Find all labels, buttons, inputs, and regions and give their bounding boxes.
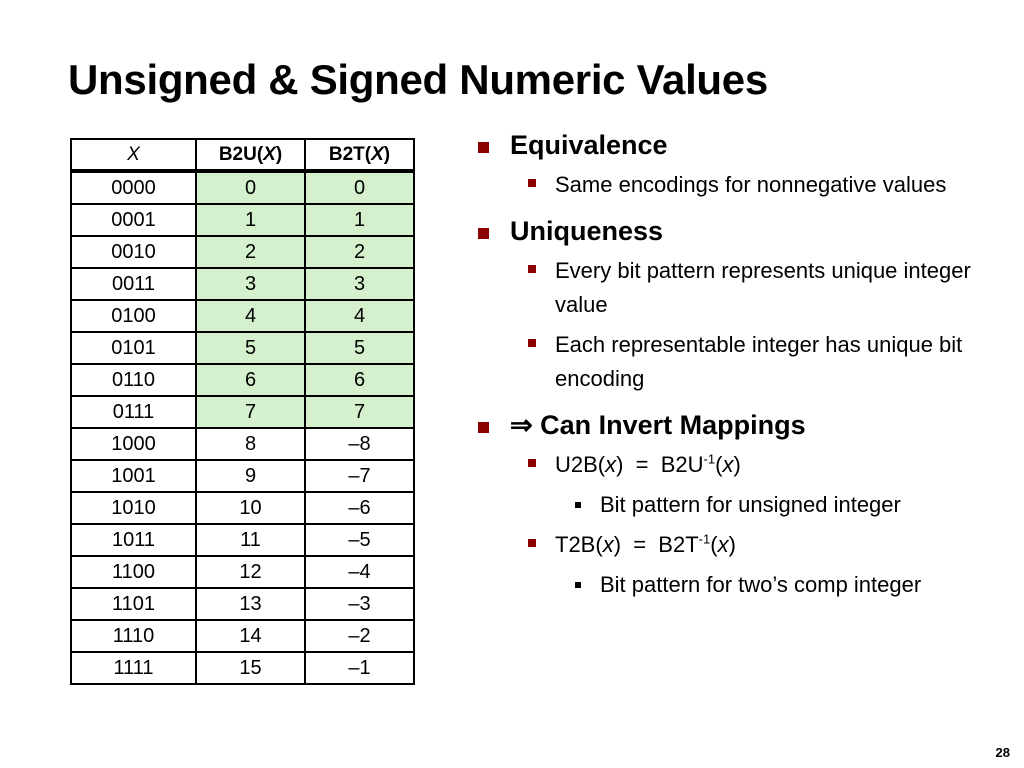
bullet-square-icon [478, 422, 489, 433]
bullet-square-icon [575, 502, 581, 508]
cell-b2t: 4 [305, 300, 414, 332]
table-row [71, 652, 414, 684]
cell-b2u: 15 [196, 652, 305, 684]
cell-x: 1001 [71, 460, 196, 492]
cell-b2u: 11 [196, 524, 305, 556]
table-row [71, 588, 414, 620]
table-row [71, 268, 414, 300]
bullet-square-icon [478, 228, 489, 239]
cell-x: 1111 [71, 652, 196, 684]
cell-x: 1110 [71, 620, 196, 652]
cell-b2u: 0 [196, 171, 305, 204]
bullet-square-icon [528, 539, 536, 547]
cell-x: 0010 [71, 236, 196, 268]
cell-b2t: –1 [305, 652, 414, 684]
bullet-list [468, 128, 988, 602]
cell-b2u: 9 [196, 460, 305, 492]
cell-b2t: –3 [305, 588, 414, 620]
implies-arrow-icon: ⇒ [510, 410, 533, 440]
cell-x: 1011 [71, 524, 196, 556]
cell-b2u: 7 [196, 396, 305, 428]
encoding-table [70, 138, 415, 685]
cell-b2u: 6 [196, 364, 305, 396]
table-row [71, 236, 414, 268]
table-row [71, 460, 414, 492]
cell-b2t: 7 [305, 396, 414, 428]
bullet-equivalence: Equivalence [468, 128, 988, 162]
table-row [71, 300, 414, 332]
table-row [71, 556, 414, 588]
sub-bullet-uniqueness-1: Every bit pattern represents unique integer value [468, 254, 988, 322]
cell-x: 0011 [71, 268, 196, 300]
cell-x: 1000 [71, 428, 196, 460]
cell-b2u: 8 [196, 428, 305, 460]
header-x: X [71, 139, 196, 171]
cell-b2t: –4 [305, 556, 414, 588]
header-b2u: B2U(X) [196, 139, 305, 171]
cell-b2t: –8 [305, 428, 414, 460]
table-row [71, 332, 414, 364]
bullet-invert-mappings: ⇒ Can Invert Mappings [468, 408, 988, 442]
cell-b2t: 5 [305, 332, 414, 364]
cell-b2u: 3 [196, 268, 305, 300]
table-row [71, 204, 414, 236]
cell-b2u: 10 [196, 492, 305, 524]
bullet-square-icon [528, 265, 536, 273]
table-row [71, 428, 414, 460]
cell-b2t: –6 [305, 492, 414, 524]
cell-x: 1100 [71, 556, 196, 588]
cell-b2t: 2 [305, 236, 414, 268]
cell-b2t: 1 [305, 204, 414, 236]
sub-bullet-u2b: $U2B(x) = B2U^{-1}(x)$ [468, 448, 988, 482]
cell-b2u: 12 [196, 556, 305, 588]
cell-b2t: –5 [305, 524, 414, 556]
cell-x: 0111 [71, 396, 196, 428]
sub-sub-bullet-t2b: Bit pattern for two’s comp integer [468, 568, 988, 602]
cell-b2t: 0 [305, 171, 414, 204]
bullet-square-icon [575, 582, 581, 588]
cell-b2t: –7 [305, 460, 414, 492]
cell-x: 1010 [71, 492, 196, 524]
cell-x: 1101 [71, 588, 196, 620]
cell-b2t: 6 [305, 364, 414, 396]
cell-b2t: –2 [305, 620, 414, 652]
bullet-square-icon [528, 179, 536, 187]
sub-sub-bullet-u2b: Bit pattern for unsigned integer [468, 488, 988, 522]
bullet-uniqueness: Uniqueness [468, 214, 988, 248]
cell-x: 0000 [71, 171, 196, 204]
cell-b2u: 13 [196, 588, 305, 620]
cell-b2u: 2 [196, 236, 305, 268]
table-header-row [71, 139, 414, 171]
cell-b2u: 14 [196, 620, 305, 652]
cell-b2u: 5 [196, 332, 305, 364]
cell-x: 0110 [71, 364, 196, 396]
bullet-square-icon [528, 459, 536, 467]
cell-x: 0001 [71, 204, 196, 236]
table-row [71, 620, 414, 652]
slide-title: Unsigned & Signed Numeric Values [68, 56, 768, 103]
page-number: 28 [995, 745, 1010, 760]
sub-bullet-uniqueness-2: Each representable integer has unique bit encoding [468, 328, 988, 396]
cell-b2t: 3 [305, 268, 414, 300]
cell-b2u: 4 [196, 300, 305, 332]
table-row [71, 524, 414, 556]
cell-x: 0100 [71, 300, 196, 332]
table-row [71, 171, 414, 204]
bullet-square-icon [478, 142, 489, 153]
bullet-square-icon [528, 339, 536, 347]
cell-b2u: 1 [196, 204, 305, 236]
header-b2t: B2T(X) [305, 139, 414, 171]
cell-x: 0101 [71, 332, 196, 364]
table-row [71, 492, 414, 524]
table-row [71, 396, 414, 428]
sub-bullet-equivalence: Same encodings for nonnegative values [468, 168, 988, 202]
sub-bullet-t2b: $T2B(x) = B2T^{-1}(x)$ [468, 528, 988, 562]
table-row [71, 364, 414, 396]
